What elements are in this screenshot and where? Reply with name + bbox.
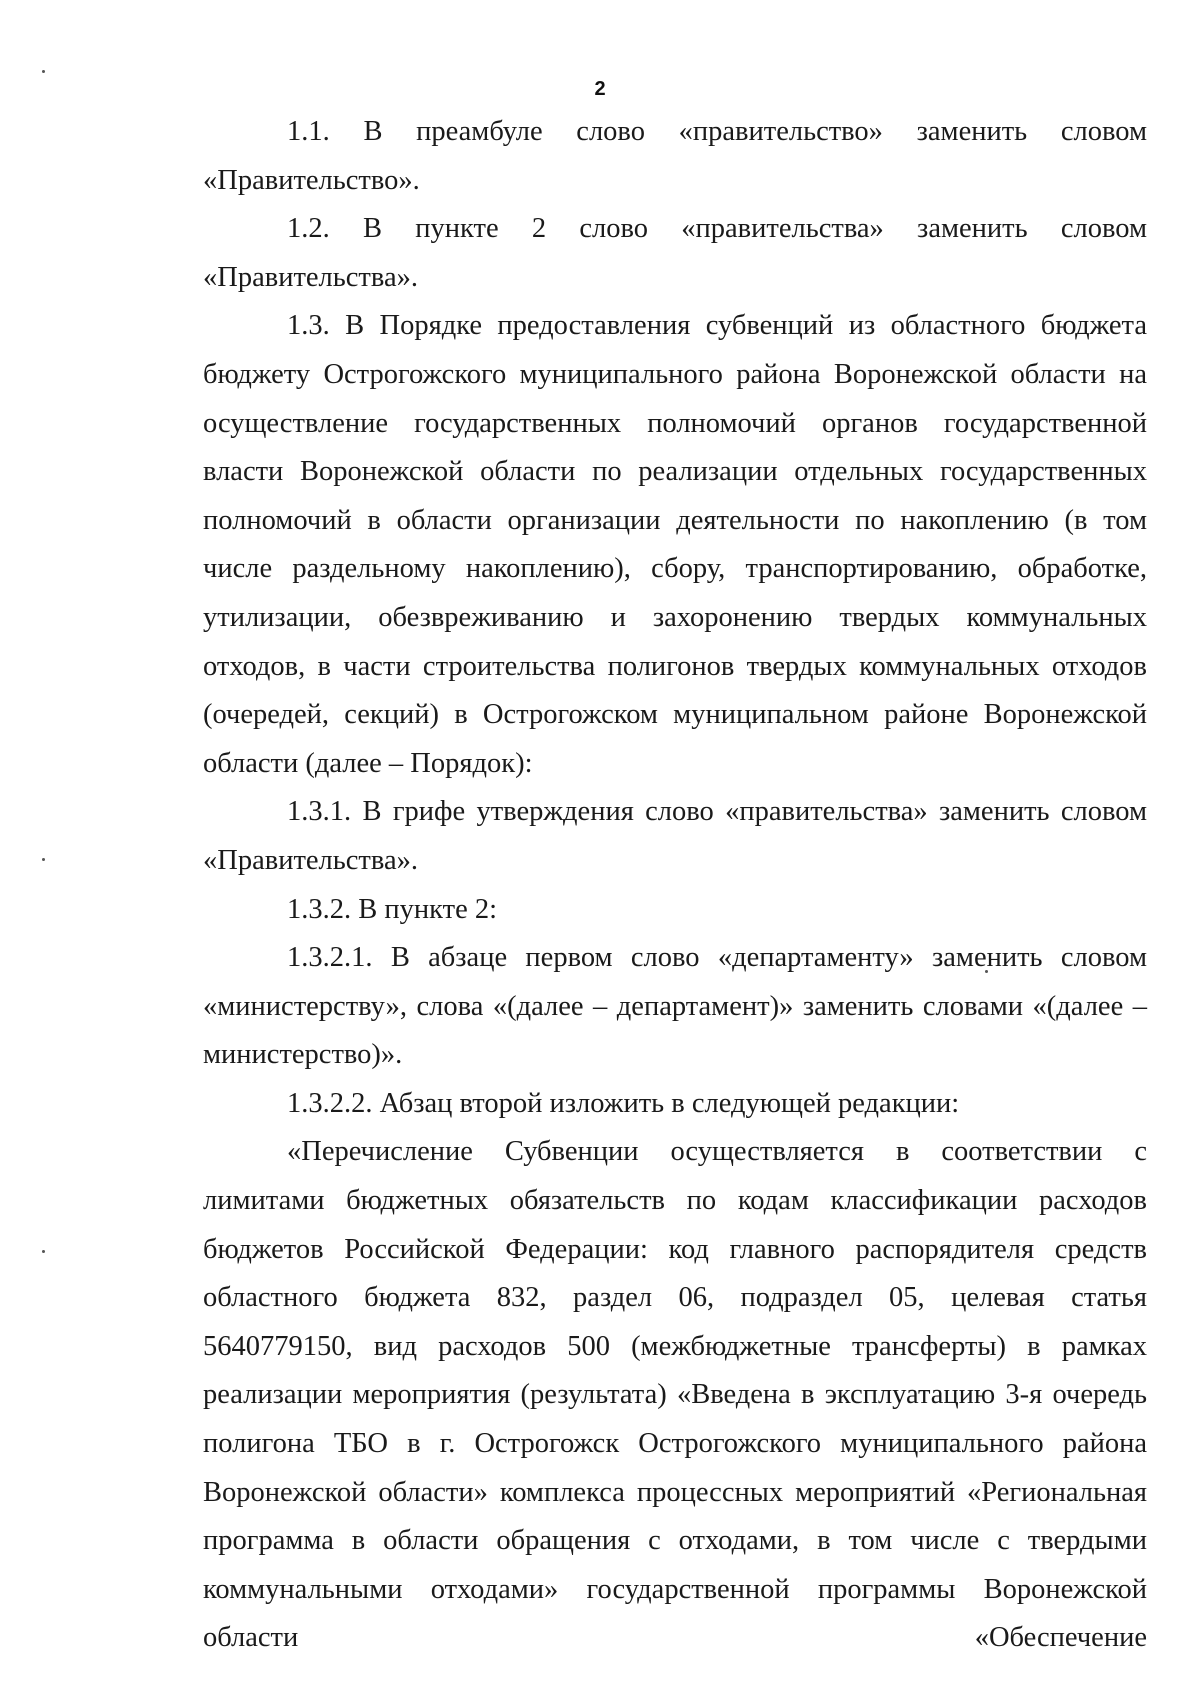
document-body bbox=[203, 108, 1147, 1663]
paragraph-1-3-2-1: 1.3.2.1. В абзаце первом слово «департаменту» заменить словом «министерству», слова «(далее – департамент)» заменить словами «(далее – министерство)». bbox=[203, 942, 1147, 1071]
paragraph-1-3-2: 1.3.2. В пункте 2: bbox=[287, 893, 498, 925]
paragraph-1-2: 1.2. В пункте 2 слово «правительства» заменить словом «Правительства». bbox=[203, 213, 1147, 293]
page-number: 2 bbox=[594, 78, 606, 100]
paragraph-quoted-text: «Перечисление Субвенции осуществляется в соответствии с лимитами бюджетных обязательств по кодам классификации расходов бюджетов Российской Федерации: код главного распорядителя средств областного бюджета 832, раздел 06, подраздел 05, целевая статья 5640779150, вид расходов 500 (межбюджетные трансферты) в рамках реализации мероприятия (результата) «Введена в эксплуатацию 3-я очередь полигона ТБО в г. Острогожск Острогожского муниципального района Воронежской области» комплекса процессных мероприятий «Региональная программа в области обращения с отходами, в том числе с твердыми коммунальными отходами» государственной программы Воронежской области «Обеспечение bbox=[203, 1136, 1147, 1654]
scan-speck bbox=[42, 858, 45, 861]
paragraph-1-3: 1.3. В Порядке предоставления субвенций из областного бюджета бюджету Острогожского муниципального района Воронежской области на осуществление государственных полномочий органов государственной власти Воронежской области по реализации отдельных государственных полномочий в области организации деятельности по накоплению (в том числе раздельному накоплению), сбору, транспортированию, обработке, утилизации, обезвреживанию и захоронению твердых коммунальных отходов, в части строительства полигонов твердых коммунальных отходов (очередей, секций) в Острогожском муниципальном районе Воронежской области (далее – Порядок): bbox=[203, 310, 1147, 779]
paragraph-1-3-1: 1.3.1. В грифе утверждения слово «правительства» заменить словом «Правительства». bbox=[203, 796, 1147, 876]
scan-speck bbox=[42, 70, 45, 73]
paragraph-1-1: 1.1. В преамбуле слово «правительство» заменить словом «Правительство». bbox=[203, 116, 1147, 196]
paragraph-1-3-2-2: 1.3.2.2. Абзац второй изложить в следующей редакции: bbox=[287, 1087, 960, 1119]
scan-speck bbox=[42, 1250, 45, 1253]
